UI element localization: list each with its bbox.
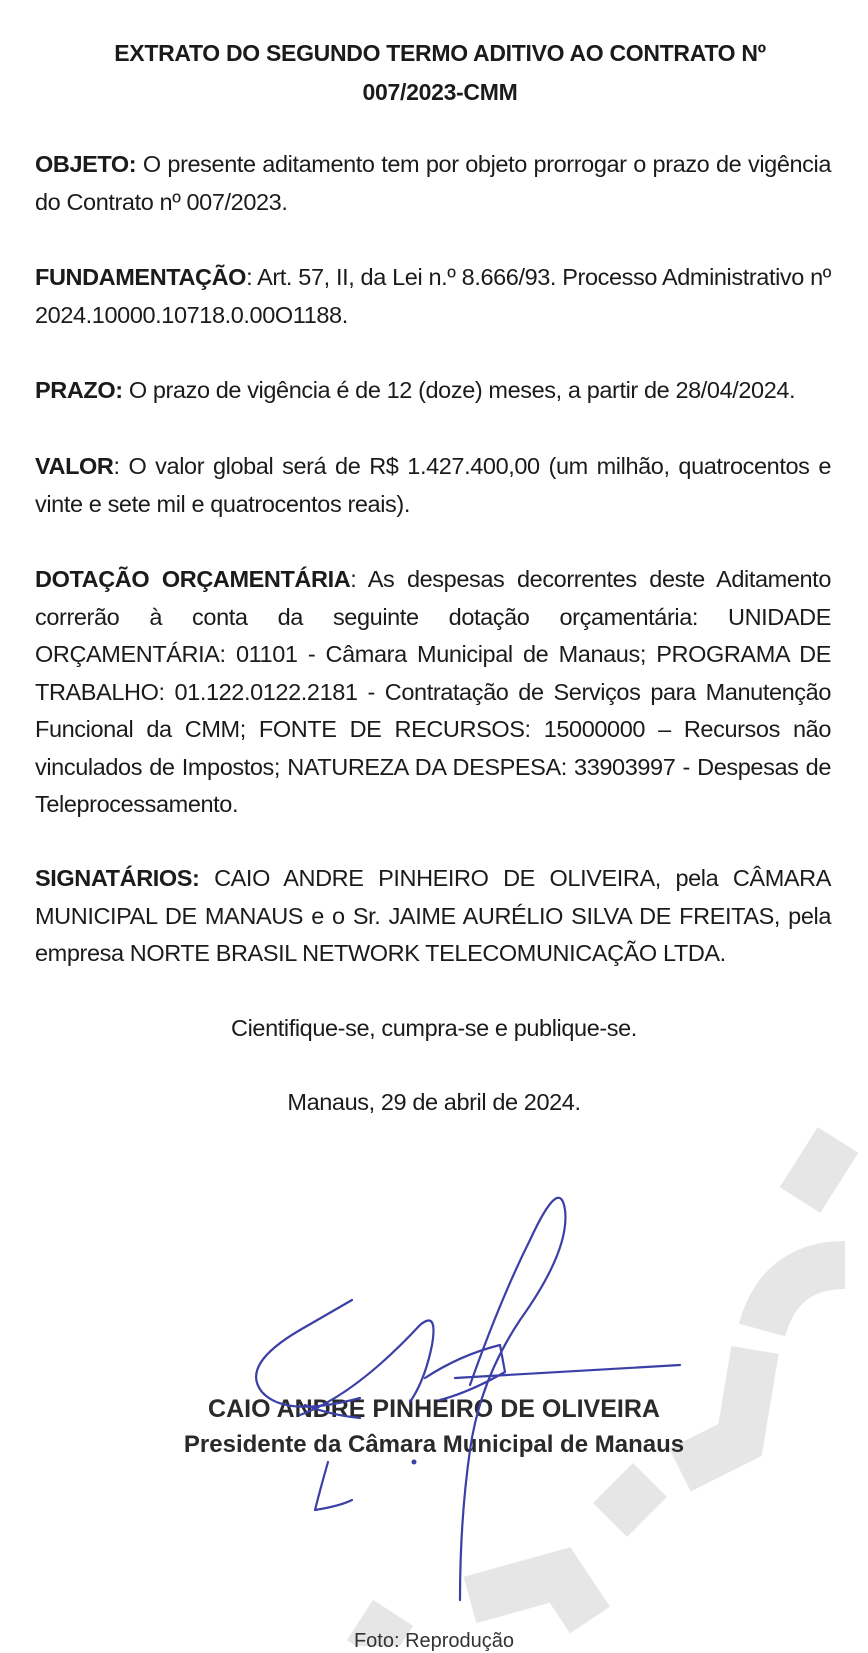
signer-role: Presidente da Câmara Municipal de Manaus: [183, 1431, 685, 1458]
dotacao-text: : As despesas decorrentes deste Aditamento correrão à conta da seguinte dotação orçamentária: UNIDADE ORÇAMENTÁRIA: 01101 - Câmara Municipal de Manaus; PROGRAMA DE TRABALHO: 01.122.0122.2181 - Contratação de Serviços para Manutenção Funcional da CMM; FONTE DE RECURSOS: 15000000 – Recursos não vinculados de Impostos; NATUREZA DA DESPESA: 33903997 - Despesas de Teleprocessamento.: [35, 566, 831, 817]
prazo-paragraph: [35, 372, 831, 410]
valor-label: VALOR: [35, 453, 114, 479]
fundamentacao-paragraph: [35, 259, 831, 334]
title-line-1: EXTRATO DO SEGUNDO TERMO ADITIVO AO CONTRATO Nº: [114, 40, 766, 66]
dotacao-label: DOTAÇÃO ORÇAMENTÁRIA: [35, 566, 351, 592]
signatarios-paragraph: [35, 860, 831, 973]
photo-credit: Foto: Reprodução: [353, 1630, 515, 1652]
objeto-text: O presente aditamento tem por objeto prorrogar o prazo de vigência do Contrato nº 007/2023.: [35, 151, 831, 215]
prazo-text: O prazo de vigência é de 12 (doze) meses, a partir de 28/04/2024.: [122, 377, 796, 403]
closing-line: Cientifique-se, cumpra-se e publique-se.: [231, 1015, 637, 1041]
valor-paragraph: [35, 448, 831, 523]
dotacao-paragraph: [35, 561, 831, 824]
fundamentacao-label: FUNDAMENTAÇÃO: [35, 264, 247, 290]
objeto-label: OBJETO:: [35, 151, 137, 177]
prazo-label: PRAZO:: [35, 377, 123, 403]
valor-text: : O valor global será de R$ 1.427.400,00 (um milhão, quatrocentos e vinte e sete mil e quatrocentos reais).: [35, 453, 831, 517]
signatarios-label: SIGNATÁRIOS:: [35, 865, 200, 891]
document-title: [60, 34, 820, 112]
fundamentacao-text: : Art. 57, II, da Lei n.º 8.666/93. Processo Administrativo nº 2024.10000.10718.0.00O1188.: [35, 264, 831, 328]
title-line-2: 007/2023-CMM: [362, 79, 518, 105]
signer-name: CAIO ANDRE PINHEIRO DE OLIVEIRA: [208, 1395, 660, 1423]
place-date-line: Manaus, 29 de abril de 2024.: [287, 1089, 581, 1115]
signatarios-text: CAIO ANDRE PINHEIRO DE OLIVEIRA, pela CÂMARA MUNICIPAL DE MANAUS e o Sr. JAIME AURÉLIO SILVA DE FREITAS, pela empresa NORTE BRASIL NETWORK TELECOMUNICAÇÃO LTDA.: [35, 865, 831, 966]
objeto-paragraph: [35, 146, 831, 221]
